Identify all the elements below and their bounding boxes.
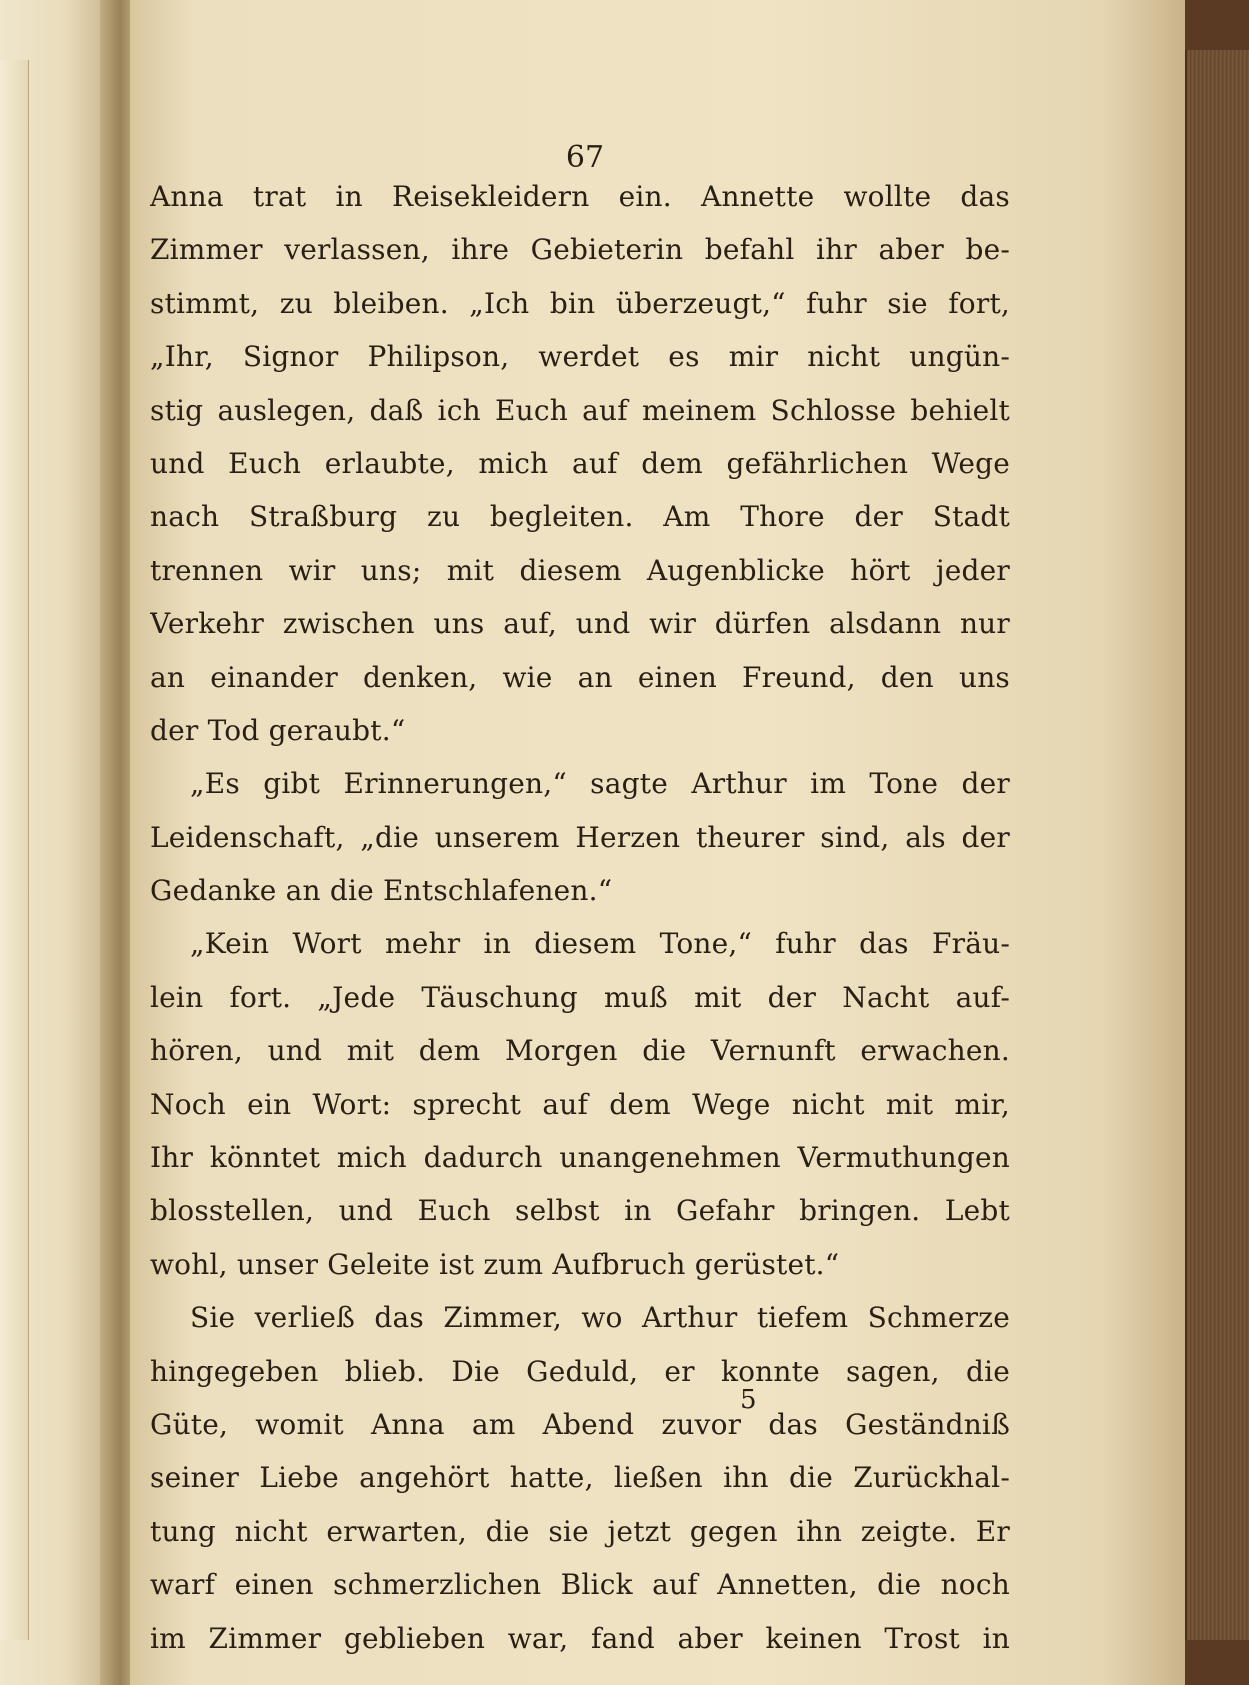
text-line: „Es gibt Erinnerungen,“ sagte Arthur im Tone der bbox=[190, 767, 1010, 801]
text-line: seiner Liebe angehört hatte, ließen ihn die Zurückhal- bbox=[150, 1461, 1010, 1495]
text-line: der Tod geraubt.“ bbox=[150, 713, 406, 747]
text-line: wohl, unser Geleite ist zum Aufbruch gerüstet.“ bbox=[150, 1247, 840, 1281]
text-line: Anna trat in Reisekleidern ein. Annette wollte das bbox=[150, 180, 1010, 213]
text-line: trennen wir uns; mit diesem Augenblicke hört jeder bbox=[150, 553, 1010, 587]
text-line: Noch ein Wort: sprecht auf dem Wege nicht mit mir, bbox=[150, 1087, 1010, 1121]
text-line: „Kein Wort mehr in diesem Tone,“ fuhr das Fräu- bbox=[190, 927, 1010, 961]
text-line: stimmt, zu bleiben. „Ich bin überzeugt,“ fuhr sie fort, bbox=[150, 286, 1010, 320]
text-line: Ihr könntet mich dadurch unangenehmen Vermuthungen bbox=[150, 1141, 1010, 1175]
signature-mark: 5 bbox=[740, 1385, 757, 1415]
text-line: nach Straßburg zu begleiten. Am Thore der Stadt bbox=[150, 500, 1010, 534]
body-text bbox=[150, 170, 1010, 1665]
text-line: hören, und mit dem Morgen die Vernunft erwachen. bbox=[150, 1034, 1010, 1068]
text-line: „Ihr, Signor Philipson, werdet es mir nicht ungün- bbox=[150, 340, 1010, 374]
text-line: Leidenschaft, „die unserem Herzen theurer sind, als der bbox=[150, 820, 1010, 854]
text-line: warf einen schmerzlichen Blick auf Annetten, die noch bbox=[150, 1568, 1010, 1602]
text-line: blosstellen, und Euch selbst in Gefahr bringen. Lebt bbox=[150, 1194, 1010, 1228]
page-number: 67 bbox=[565, 140, 605, 175]
text-line: lein fort. „Jede Täuschung muß mit der Nacht auf- bbox=[150, 980, 1010, 1014]
text-line: Gedanke an die Entschlafenen.“ bbox=[150, 874, 613, 908]
left-page-edge bbox=[0, 60, 29, 1640]
text-line: stig auslegen, daß ich Euch auf meinem Schlosse behielt bbox=[150, 393, 1010, 427]
text-line: tung nicht erwarten, die sie jetzt gegen ihn zeigte. Er bbox=[150, 1514, 1010, 1548]
text-line: im Zimmer geblieben war, fand aber keinen Trost in bbox=[150, 1621, 1010, 1655]
text-line: Verkehr zwischen uns auf, und wir dürfen alsdann nur bbox=[150, 607, 1010, 641]
page-edges bbox=[1185, 50, 1249, 1640]
text-line: und Euch erlaubte, mich auf dem gefährlichen Wege bbox=[150, 446, 1010, 480]
text-line: Sie verließ das Zimmer, wo Arthur tiefem Schmerze bbox=[190, 1301, 1010, 1335]
text-line: Zimmer verlassen, ihre Gebieterin befahl ihr aber be- bbox=[150, 233, 1010, 267]
left-page bbox=[0, 0, 110, 1685]
text-line: an einander denken, wie an einen Freund, den uns bbox=[150, 660, 1010, 694]
text-line: hingegeben blieb. Die Geduld, er konnte sagen, die bbox=[150, 1354, 1010, 1388]
text-line: Güte, womit Anna am Abend zuvor das Geständniß bbox=[150, 1407, 1010, 1441]
